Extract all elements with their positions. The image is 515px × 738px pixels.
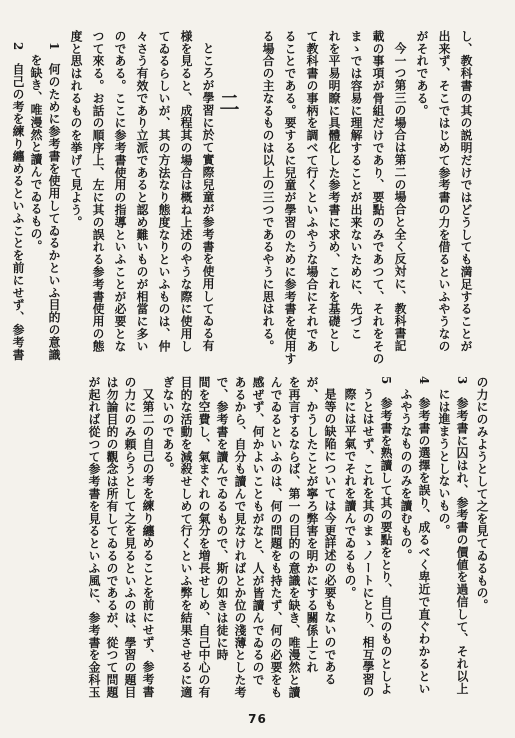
list-item: 3 参考書に囚はれ、参考書の價値を過信して、それ以上	[455, 376, 469, 695]
text-column: れを平易明瞭に具體化した参考書に求め、これを基礎とし	[327, 30, 341, 353]
text-column: ぎないのである。	[161, 376, 175, 476]
text-column: んでゐるといふのは、何の問題をも持たず、何の必要をも	[269, 376, 283, 699]
text-column: 度と思はれるものを挙げて見よう。	[69, 30, 83, 229]
text-column: うとはせず、これを其のまゝノートにとり、相互學習の	[361, 388, 375, 698]
list-item: 2 自己の考を練り纏めるといふことを前にせず、参考書	[11, 42, 25, 361]
text-column: 今一つ第三の場合は第二の場合と全く反対に、教科書記	[393, 42, 407, 352]
list-item: 5 参考書を熟讀して其の要點をとり、自己のものとしよ	[379, 376, 393, 695]
text-column: 感ぜず、何かよいこともがなと、人が皆讀んでゐるので	[251, 376, 265, 686]
text-column: 様を見ると、成程其の場合は概ね上述のやうな際に使用し	[179, 30, 193, 353]
text-column: し、教科書の其の説明だけではどうしても満足することが	[459, 30, 473, 353]
page-number: 76	[248, 712, 267, 726]
text-column: は勿論目的の觀念は所有してゐるのであるが、從つて問題	[105, 376, 119, 699]
text-column: 々さう有效であり立派であると認め難いものが相當に多い	[135, 30, 149, 353]
text-column: には進まうとしないもの。	[437, 388, 451, 537]
section-heading: 二	[216, 92, 240, 114]
text-column: 際には平氣でそれを讀んでゐるもの。	[343, 388, 357, 599]
text-column: ることである。要するに兒童が學習のために参考書を使用す	[283, 30, 297, 365]
text-column: の力にのみようとして之を見てゐるもの。	[475, 376, 489, 612]
text-column: 是等の缺陥については今更詳述の必要もないのである	[323, 388, 337, 686]
text-column: を缺き、唯漫然と讀んでゐるもの。	[29, 54, 43, 253]
text-column: てゐるらしいが、其の方法なり態度なりといふものは、仲	[157, 30, 171, 353]
text-column: ふやうなもののみを讀むもの。	[399, 388, 413, 562]
text-column: がそれである。	[415, 30, 429, 117]
text-column: を再言するならば、第一の目的の意識を缺き、唯漫然と讀	[287, 376, 301, 699]
text-column: の力にのみ頼らうとして之を見るといふのは、學習の題目	[123, 376, 137, 699]
text-column: ところが學習に於て實際兒童が参考書を使用してゐる有	[201, 42, 215, 352]
text-column: 載の事項が骨組だけであり、要點のみであつて、それをその	[371, 30, 385, 365]
text-column: まゝでは容易に理解することが出来ないために、先づこ	[349, 30, 363, 340]
text-column: 又第二の自己の考を練り纏めることを前にせず、参考書	[141, 388, 155, 698]
text-column: が、かうしたことが寧ろ弊害を明かにする關係上これ	[305, 376, 319, 674]
text-column: で、参考書を讀んでゐるもので、斯の如きは徒に時	[215, 376, 229, 662]
text-column: あるから、自分も讀んで見なければとか位の淺薄とした考	[233, 376, 247, 699]
text-column: る場合の主なるものは以上の三つであるやうに思はれる。	[261, 30, 275, 353]
text-column: 目的な活動を減殺せしめて行くといふ弊を結果させるに適	[179, 376, 193, 699]
text-column: 出来ず、そこではじめて参考書の力を借るといふやうなの	[437, 30, 451, 353]
text-column: が起れば從つて参考書を見るといふ風に、参考書を金科玉	[87, 376, 101, 699]
list-item: 4 参考書の選擇を誤り、成るべく卑近で直ぐわかるとい	[417, 376, 431, 695]
list-item: 1 何のために参考書を使用してゐるかといふ目的の意識	[47, 42, 61, 361]
text-column: て教科書の事柄を調べて行くといふやうな場合にそれであ	[305, 30, 319, 353]
text-column: つて來る。お話の順序上、左に其の誤れる参考書使用の態	[91, 30, 105, 353]
text-column: 間を空費し、氣まぐれの氣分を増長せしめ、自己中心の有	[197, 376, 211, 699]
text-column: のである。ここに参考書使用の指導といふことが必要とな	[113, 30, 127, 353]
